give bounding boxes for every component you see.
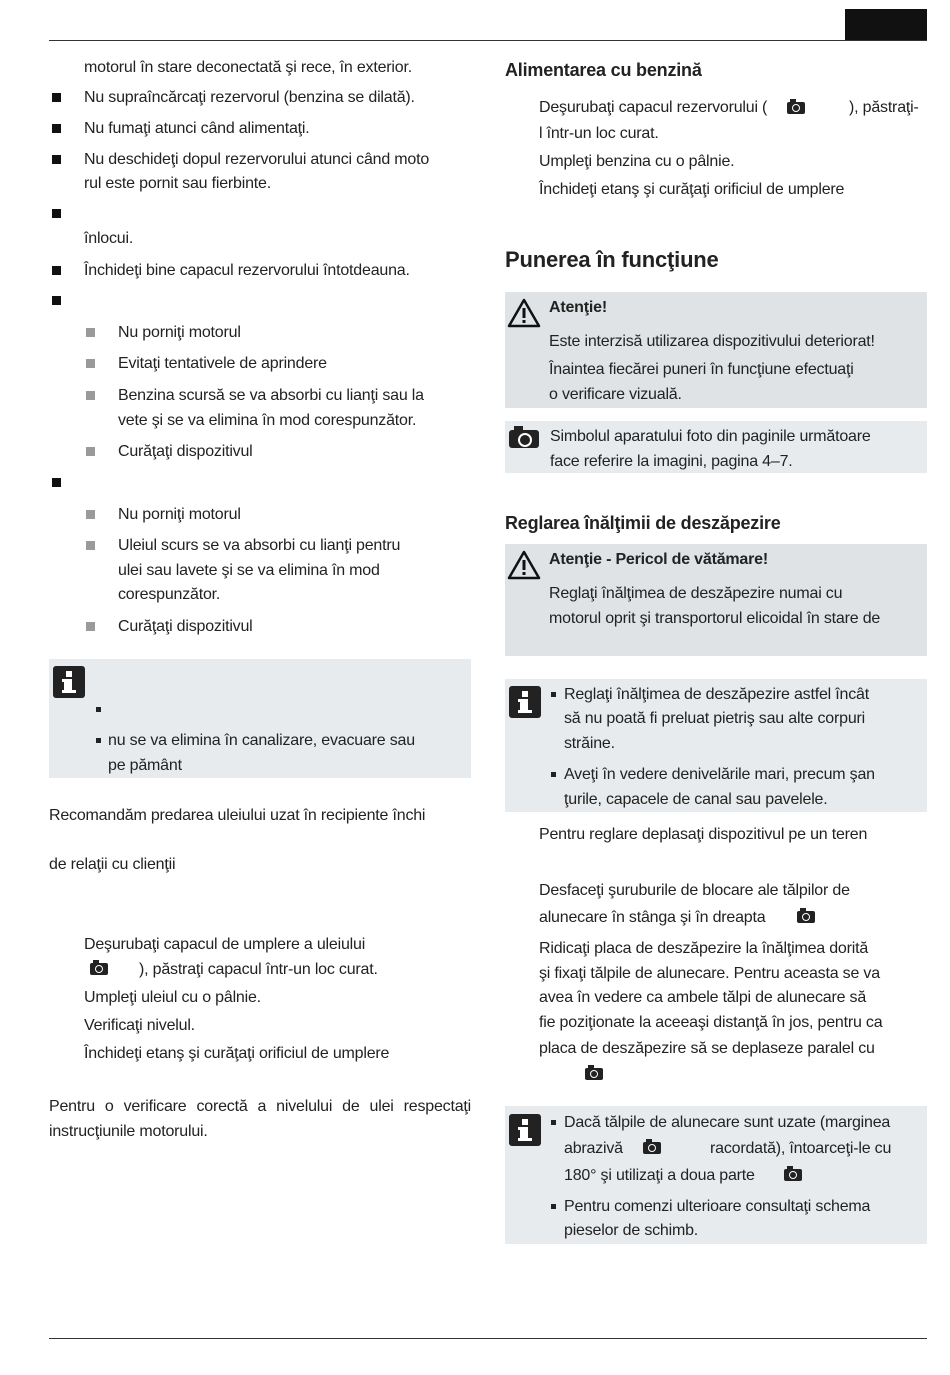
sub-list-item: Uleiul scurs se va absorbi cu lianţi pentru <box>118 537 401 554</box>
info-item: pieselor de schimb. <box>564 1222 699 1239</box>
step-text: l într-un loc curat. <box>539 125 659 142</box>
step-text: Închideţi etanş şi curăţaţi orificiul de umplere <box>539 181 845 198</box>
step-text: fie poziţionate la aceeaşi distanţă în jos, pentru ca <box>539 1014 883 1031</box>
sub-bullet-icon <box>86 510 95 519</box>
camera-icon <box>585 1068 603 1080</box>
section-heading: Reglarea înălţimii de deszăpezire <box>505 513 781 533</box>
step-text: Deşurubaţi capacul de umplere a uleiului <box>84 936 366 953</box>
info-bullet-icon <box>96 707 101 712</box>
step-text: ), păstraţi- <box>849 99 919 116</box>
info-item: ţurile, capacele de canal sau pavelele. <box>564 791 828 808</box>
list-item: Nu supraîncărcaţi rezervorul (benzina se dilată). <box>84 89 415 106</box>
camera-icon <box>643 1142 661 1154</box>
step-text: Desfaceţi şuruburile de blocare ale tălpilor de <box>539 882 850 899</box>
step-text: Închideţi etanş şi curăţaţi orificiul de umplere <box>84 1045 390 1062</box>
step-text: şi fixaţi tălpile de alunecare. Pentru aceasta se va <box>539 965 880 982</box>
step-text: Verificaţi nivelul. <box>84 1017 195 1034</box>
info-icon <box>509 1114 541 1146</box>
list-item: Nu fumaţi atunci când alimentaţi. <box>84 120 310 137</box>
warning-text: Înaintea fiecărei puneri în funcţiune efectuaţi <box>549 361 854 378</box>
step-text: Pentru reglare deplasaţi dispozitivul pe un teren <box>539 826 868 843</box>
list-item: Nu deschideţi dopul rezervorului atunci când moto <box>84 151 430 168</box>
step-text: placa de deszăpezire să se deplaseze paralel cu <box>539 1040 875 1057</box>
info-bullet-icon <box>551 1120 556 1125</box>
warning-title: Atenţie - Pericol de vătămare! <box>549 551 768 568</box>
page-number-tab <box>845 9 927 41</box>
camera-icon <box>787 102 805 114</box>
sub-bullet-icon <box>86 359 95 368</box>
bullet-icon <box>52 155 61 164</box>
camera-note-text: face referire la imagini, pagina 4–7. <box>550 453 793 470</box>
info-bullet-icon <box>551 1204 556 1209</box>
sub-list-item: Nu porniţi motorul <box>118 506 241 523</box>
info-item: nu se va elimina în canalizare, evacuare sau <box>108 732 415 749</box>
info-item: racordată), întoarceţi-le cu <box>710 1140 892 1157</box>
list-item: rul este pornit sau fierbinte. <box>84 175 271 192</box>
step-text: Ridicaţi placa de deszăpezire la înălţimea dorită <box>539 940 869 957</box>
sub-bullet-icon <box>86 391 95 400</box>
camera-icon <box>797 911 815 923</box>
info-item: străine. <box>564 735 615 752</box>
info-item: Pentru comenzi ulterioare consultaţi schema <box>564 1198 871 1215</box>
bullet-icon <box>52 296 61 305</box>
info-item: Dacă tălpile de alunecare sunt uzate (marginea <box>564 1114 891 1131</box>
bullet-icon <box>52 266 61 275</box>
info-item: 180° şi utilizaţi a doua parte <box>564 1167 755 1184</box>
paragraph: instrucţiunile motorului. <box>49 1123 208 1140</box>
paragraph: Recomandăm predarea uleiului uzat în recipiente închi <box>49 807 426 824</box>
info-bullet-icon <box>551 692 556 697</box>
sub-bullet-icon <box>86 541 95 550</box>
camera-note-text: Simbolul aparatului foto din paginile următoare <box>550 428 871 445</box>
info-item: Aveţi în vedere denivelările mari, precum şan <box>564 766 875 783</box>
step-text: ), păstraţi capacul într-un loc curat. <box>139 961 378 978</box>
sub-bullet-icon <box>86 622 95 631</box>
section-heading: Punerea în funcţiune <box>505 247 719 272</box>
sub-list-item: Nu porniţi motorul <box>118 324 241 341</box>
step-text: avea în vedere ca ambele tălpi de alunecare să <box>539 989 867 1006</box>
info-item: să nu poată fi preluat pietriş sau alte corpuri <box>564 710 865 727</box>
info-bullet-icon <box>551 772 556 777</box>
info-item: abrazivă <box>564 1140 623 1157</box>
sub-list-item: Curăţaţi dispozitivul <box>118 618 253 635</box>
sub-list-item: Curăţaţi dispozitivul <box>118 443 253 460</box>
info-bullet-icon <box>96 738 101 743</box>
camera-icon <box>784 1169 802 1181</box>
sub-list-item: Benzina scursă se va absorbi cu lianţi sau la <box>118 387 424 404</box>
step-text: Umpleţi uleiul cu o pâlnie. <box>84 989 261 1006</box>
sub-bullet-icon <box>86 328 95 337</box>
sub-bullet-icon <box>86 447 95 456</box>
warning-text: Reglaţi înălţimea de deszăpezire numai cu <box>549 585 843 602</box>
list-item: înlocui. <box>84 230 134 247</box>
warning-text: motorul oprit şi transportorul elicoidal în stare de <box>549 610 881 627</box>
step-text: Deşurubaţi capacul rezervorului ( <box>539 99 768 116</box>
paragraph: de relaţii cu clienţii <box>49 856 176 873</box>
step-text: alunecare în stânga şi în dreapta <box>539 909 766 926</box>
sub-list-item: vete şi se va elimina în mod corespunzător. <box>118 412 417 429</box>
warning-title: Atenţie! <box>549 299 607 316</box>
list-item: Închideţi bine capacul rezervorului întotdeauna. <box>84 262 410 279</box>
bullet-icon <box>52 93 61 102</box>
warning-icon <box>507 550 541 580</box>
info-item: Reglaţi înălţimea de deszăpezire astfel încât <box>564 686 869 703</box>
warning-text: Este interzisă utilizarea dispozitivului deteriorat! <box>549 333 875 350</box>
sub-list-item: Evitaţi tentativele de aprindere <box>118 355 327 372</box>
bullet-icon <box>52 209 61 218</box>
info-icon <box>53 666 85 698</box>
info-icon <box>509 686 541 718</box>
sub-list-item: corespunzător. <box>118 586 221 603</box>
camera-icon <box>90 963 108 975</box>
warning-icon <box>507 298 541 328</box>
bullet-icon <box>52 124 61 133</box>
bullet-icon <box>52 478 61 487</box>
warning-text: o verificare vizuală. <box>549 386 682 403</box>
continued-text: motorul în stare deconectată şi rece, în exterior. <box>84 59 412 76</box>
info-item: pe pământ <box>108 757 182 774</box>
header-rule <box>49 40 927 41</box>
camera-icon <box>509 430 539 448</box>
section-heading: Alimentarea cu benzină <box>505 60 702 80</box>
sub-list-item: ulei sau lavete şi se va elimina în mod <box>118 562 380 579</box>
footer-rule <box>49 1338 927 1339</box>
step-text: Umpleţi benzina cu o pâlnie. <box>539 153 735 170</box>
paragraph: Pentru o verificare corectă a nivelului de ulei respectaţi <box>49 1098 471 1115</box>
